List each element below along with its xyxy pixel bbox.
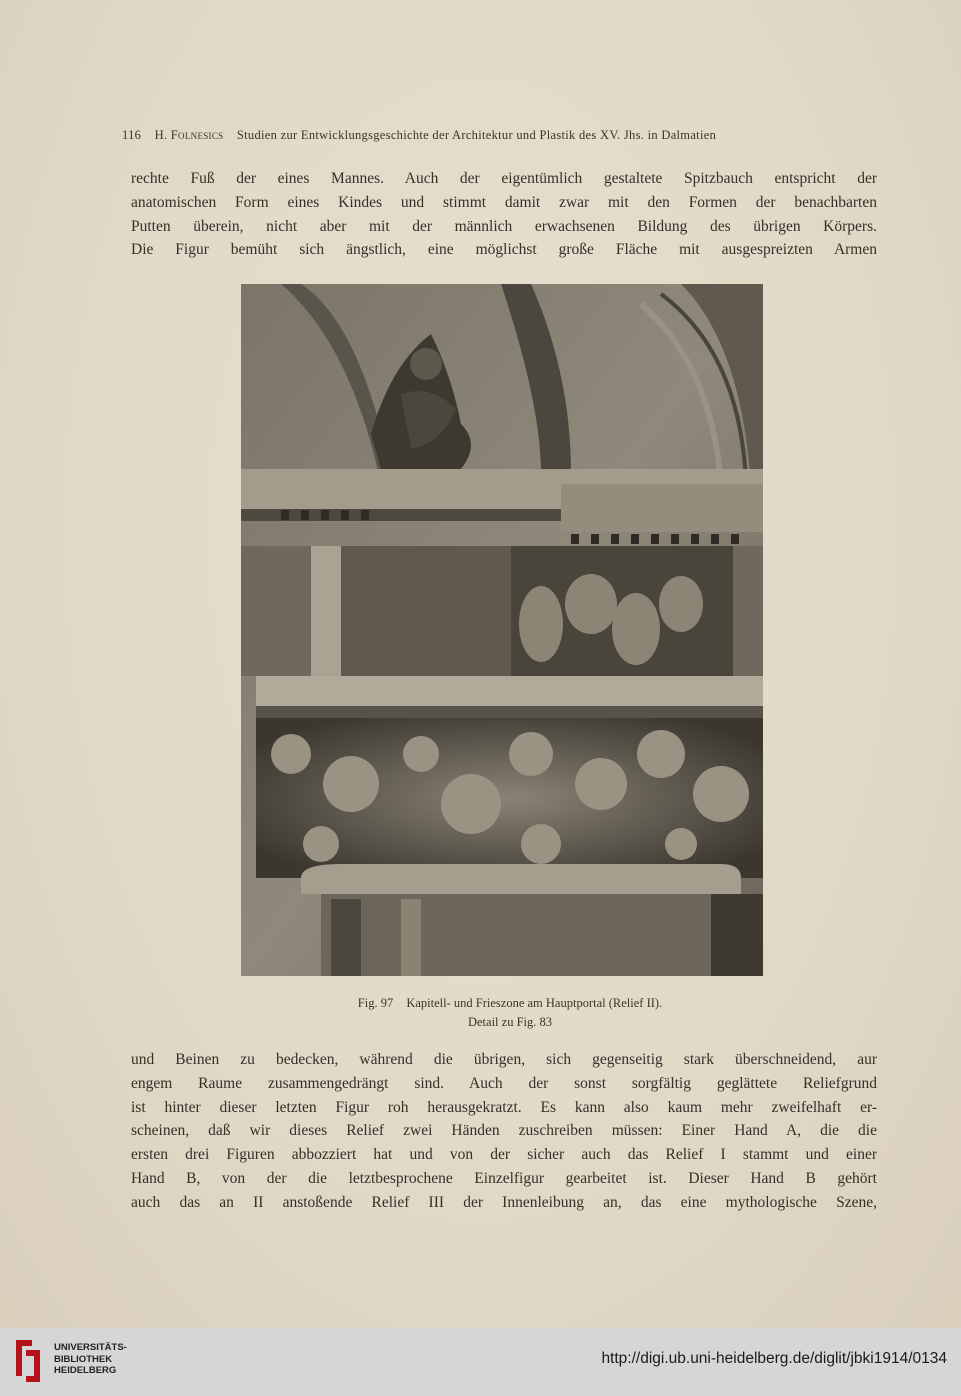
library-name-line: UNIVERSITÄTS-	[54, 1342, 127, 1353]
text-line: anatomischen Form eines Kindes und stimmt damit zwar mit den Formen der benachbarten	[131, 193, 877, 211]
author-name: H. Folnesics	[154, 128, 224, 142]
text-line: engem Raume zusammengedrängt sind. Auch der sonst sorgfältig geglättete Reliefgrund	[131, 1074, 877, 1092]
library-footer	[0, 1328, 961, 1396]
relief-photo-illustration	[241, 284, 763, 976]
text-line: Die Figur bemüht sich ängstlich, eine möglichst große Fläche mit ausgespreizten Armen	[131, 241, 877, 259]
university-library-logo-icon[interactable]	[10, 1336, 46, 1386]
text-line: ist hinter dieser letzten Figur roh herausgekratzt. Es kann also kaum mehr zweifelhaft er-	[131, 1098, 877, 1116]
figure-label: Fig. 97	[357, 996, 394, 1010]
running-head	[122, 128, 842, 143]
text-line: und Beinen zu bedecken, während die übrigen, sich gegenseitig stark überschneidend, aur	[131, 1051, 877, 1068]
library-name	[54, 1342, 127, 1377]
text-line: rechte Fuß der eines Mannes. Auch der eigentümlich gestaltete Spitzbauch entspricht der	[131, 170, 877, 187]
text-line: scheinen, daß wir dieses Relief zwei Händen zuschreiben müssen: Einer Hand A, die die	[131, 1122, 877, 1140]
text-line: Hand B, von der die letztbesprochene Einzelfigur gearbeitet ist. Dieser Hand B gehört	[131, 1169, 877, 1187]
paragraph-top	[131, 167, 877, 262]
library-name-line: HEIDELBERG	[54, 1365, 117, 1376]
figure-caption	[200, 994, 820, 1032]
text-line: Putten überein, nicht aber mit der männlich erwachsenen Bildung des übrigen Körpers.	[131, 217, 877, 235]
relief-photograph	[241, 284, 763, 976]
permalink-url[interactable]: http://digi.ub.uni-heidelberg.de/diglit/jbki1914/0134	[601, 1350, 947, 1367]
caption-detail: Detail zu Fig. 83	[467, 1015, 552, 1029]
page-number: 116	[122, 128, 142, 142]
caption-text: Kapitell- und Frieszone am Hauptportal (Relief II).	[406, 996, 663, 1010]
text-line: ersten drei Figuren abbozziert hat und von der sicher auch das Relief I stammt und einer	[131, 1146, 877, 1164]
running-title: Studien zur Entwicklungsgeschichte der Architektur und Plastik des XV. Jhs. in Dalmatien	[236, 128, 717, 142]
library-name-line: BIBLIOTHEK	[54, 1353, 113, 1365]
paragraph-bottom	[131, 1048, 877, 1215]
text-line: auch das an II anstoßende Relief III der Innenleibung an, das eine mythologische Szene,	[131, 1193, 877, 1211]
